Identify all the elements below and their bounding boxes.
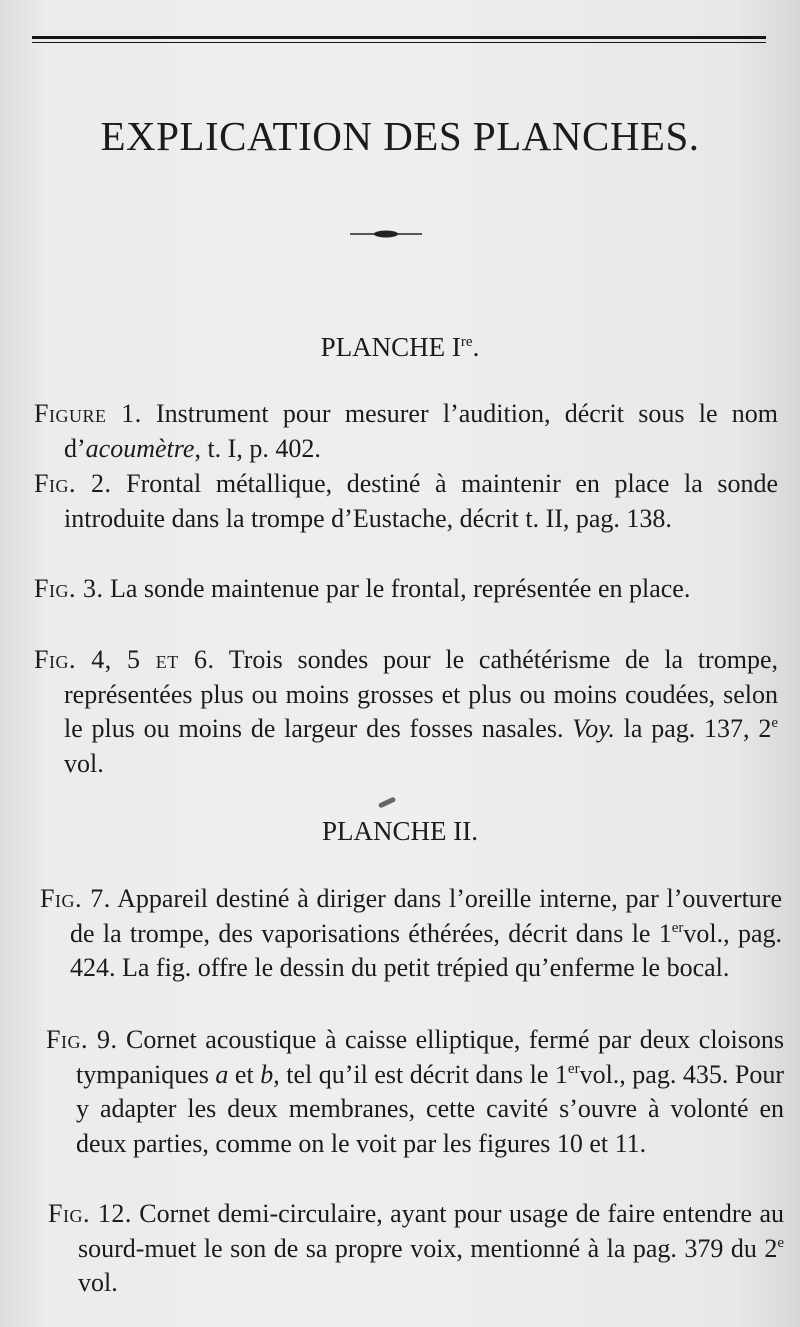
plate-1-heading: PLANCHE Ire. <box>320 332 480 362</box>
ornament-divider <box>350 229 422 239</box>
plate-2-heading: PLANCHE II. <box>322 816 478 846</box>
figure-1-entry: Figure 1. Instrument pour mesurer l’audition, décrit sous le nom d’acoumètre, t. I, p. 402. <box>34 399 779 463</box>
figure-12-entry: Fig. 12. Cornet demi-circulaire, ayant pour usage de faire entendre au sourd-muet le son de sa propre voix, mentionné à la pag. 379 du 2e vol. <box>48 1199 785 1297</box>
figure-9-entry: Fig. 9. Cornet acoustique à caisse elliptique, fermé par deux cloisons tympaniques a et b, tel qu’il est décrit dans le 1ervol., pag. 435. Pour y adapter les deux membranes, cette cavité s’ouvre à volonté en deux parties, comme on le voit par les figures 10 et 11. <box>46 1025 785 1158</box>
figure-3-entry: Fig. 3. La sonde maintenue par le frontal, représentée en place. <box>34 574 691 603</box>
figure-2-entry: Fig. 2. Frontal métallique, destiné à maintenir en place la sonde introduite dans la trompe d’Eustache, décrit t. II, pag. 138. <box>34 469 779 533</box>
top-rule-thin <box>32 42 766 43</box>
figure-7-entry: Fig. 7. Appareil destiné à diriger dans l’oreille interne, par l’ouverture de la trompe, des vaporisations éthérées, décrit dans le 1ervol., pag. 424. La fig. offre le dessin du petit trépied qu’enferme le bocal. <box>40 884 783 982</box>
ink-smudge <box>378 796 396 808</box>
top-rule <box>32 36 766 39</box>
page-title: EXPLICATION DES PLANCHES. <box>100 113 700 159</box>
figure-4-6-entry: Fig. 4, 5 et 6. Trois sondes pour le cathétérisme de la trompe, représentées plus ou moins grosses et plus ou moins coudées, selon le plus ou moins de largeur des fosses nasales. Voy. la pag. 137, 2e vol. <box>34 645 779 778</box>
